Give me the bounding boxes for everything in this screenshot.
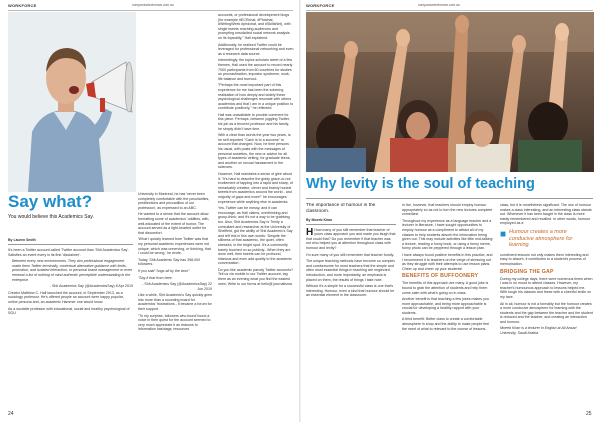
paragraph: As a sociable professor with educational, social and healthy psychological of SGU (8, 306, 130, 316)
left-byline-rule (8, 244, 133, 245)
students-illustration (306, 12, 594, 172)
paragraph: All in all, humour is not a formality but the humour creates a more conducive atmosphere for learning with the students and the gap between the teacher and the student is reduced and the teacher, and creating an interaction and humour. (500, 301, 593, 324)
right-headline-rule (306, 198, 593, 199)
paragraph: Hall was unavailable to provide comment for this piece. Perhaps, between juggling Twitter, his job as a tenured professor and his family, he simply didn't have time. (218, 112, 290, 131)
paragraph: Yes, Twitter can be messy, and it can encourage, as Hall claims, overthinking and group-think; and it's not a way to be grabbing too. Also, Shit Academics Say is Trinity a consultant and researcher at the University of Sheffield, got the ability of Shit Academic's Say and left this in this own words: 'Despite the silliness of that academic, the quiet, often stressful, in the bright spot. It's a community barely touched on so publicly...When they are done well, their tweets can be profound, hilarious and even add quality to the academic conversation'. (218, 206, 293, 266)
left-header-rule (8, 10, 293, 11)
paragraph: class, but it is nonetheless significant. The use of humour makes a class interesting, and an interesting class stands out. Whenever it has been taught in the class is more easily remembered and recalled. In other words, humour employed as a (500, 203, 592, 226)
paragraph: Like a while, Shit Academic's Say quickly grew into more than a sounding board for academics' frustrations - it became a forum for their support. (138, 293, 212, 312)
paragraph: He wanted to a sense that the account allow formatting some of academics' oddities, with, well-educated of the extent of humor, The account served as a light-hearted outlet for that discomfort. (138, 212, 210, 235)
right-page-number: 25 (586, 411, 592, 417)
right-column-1 (306, 203, 396, 408)
paragraph: I have always found positive benefits in this practice, and I recommend it to teachers on the verge of stressing out as they struggle with their attempts to use lesson plans. Cheer up and cheer up your students! (402, 252, 493, 271)
paragraph: The unique teaching methods have become so complex and cumbersome for most teachers that the simple and often most essential things in teaching are neglected. Introduction, and more importantly, an emphasis is placed on them, the results of things I take note. (306, 259, 396, 282)
author-bio: Moeeb Khan is a lecturer in English at Ali Ansari University, Saudi Arabia. (500, 326, 577, 336)
paragraph: During my college days, there were numerous times when I was in no mood to attend classes. However, my teacher's humourous approach to lessons helped me. With tough his classes and these with a cheerful smile on my face. (500, 276, 593, 299)
classroom-photo (306, 12, 594, 172)
pull-quote-text: Humour creates a more conducive atmosphere for learning. (509, 228, 573, 249)
paragraph: Without it's a simple for a successful class is one that's interesting. Humour, even a kind that humour should be an essential element in the classroom. (306, 284, 395, 298)
paragraph: Today, Shit Academic Say has 398,000 followers. (138, 257, 201, 267)
embedded-tweet: Between every new environments. They aim professional engagement made them Twitter terminally, contextual alternative guidance with limits, promotion, and isolated interaction, or personal brand management or even renewal a list of nothing of mind authentic perceptible understanding in the enterprise. (12, 259, 133, 282)
paragraph: Additionally, he realised Twitter could be leveraged for professional networking and even as a research data source. (218, 42, 294, 56)
paragraph: I'm sure many of you still remember that teacher fondly. (306, 252, 395, 257)
drop-cap: H (306, 226, 314, 238)
right-byline: By Moeeb Khan (306, 217, 333, 222)
left-column-2 (138, 192, 212, 408)
embedded-tweet: "Say it that from here. (138, 275, 173, 280)
megaphone-illustration (8, 12, 136, 192)
embedded-tweet: If you said "hugs all by the door" (138, 268, 190, 273)
right-column-3 (500, 203, 593, 408)
paragraph: With a clear than words the year two years, is he self-reported "Cash Is to a success" to account that changed. Now, he time persons his usual, with posts with the messages of personal anxieties, the new or advice for all types of academic writing, for graduate teens, and another on sexual harassment in the sciences. (218, 133, 291, 170)
right-headline: Why levity is the soul of teaching (306, 176, 535, 192)
right-header-rule (306, 10, 593, 11)
paragraph: Creator Matthew C. Hall launched the account, in September 2013, as a sociology professor. He's offered people an account were happy popular, online persona and, an academic Hammer one would know. (8, 290, 124, 304)
left-column-3 (218, 13, 294, 408)
left-column-1 (8, 248, 133, 408)
paragraph: Throughout my experience as a language teacher and a lecturer in literature, I have sought opportunities to employ humour as a compliment to attract all of my classes to help students absorb the information being given out. This may include activities like little mid-talking: a lecture, reading a funny book, or using a funny meme, funny photo can be peppered through a lesson plan. (402, 218, 494, 251)
paragraph-dropcap (306, 228, 396, 251)
left-standfirst: You would believe this Academics Say. (8, 214, 94, 220)
paragraph: "Perhaps the most important part of this experience for me has been the sobering realisation of how deeply and widely these psychological challenges resonate with others academics and that I am in a unique position to contribute positively," he reflected. (218, 83, 294, 111)
megaphone-photo (8, 12, 136, 192)
left-page-number: 24 (8, 411, 14, 417)
right-byline-rule (306, 224, 396, 225)
subheading-benefits: BENEFITS OF BUFFOONERY (402, 273, 479, 280)
left-byline: By Lauren Smith (8, 238, 36, 242)
subheading-bridging: BRIDGING THE GAP (500, 268, 554, 275)
right-header-url[interactable]: companiontechnews.com.au (418, 3, 460, 7)
pull-quote (500, 229, 593, 249)
paragraph: condiment lessons not only makes them interesting and easy to absorb, it contributes to a student's process of memorisation. (500, 252, 589, 266)
paragraph-text: How many of you still remember that teacher of yours class approach you and made you laugh that that could that? Do you remember if that teacher was not who helped you at attention throughout class with humour and levity? (306, 227, 396, 250)
tweet-attribution: - Shit Academics Say (@AcademicsSay) 22 Jun 2019 (142, 282, 212, 291)
tweet-attribution: - Shit Academics Say (@AcademicsSay) 8 Apr 2019 (49, 284, 133, 289)
left-header-url[interactable]: companiontechnews.com.au (132, 3, 174, 7)
paragraph: Interestingly, the topics scholars tweet of a few themes, Hall used the account to record nearly 7000 participants from 60 countries for studies on procrastination, impostor syndrome, work-life balance and burnout. (218, 58, 293, 81)
paragraph: Another benefit is that teaching a few jokes makes you more approachable, and being more approachable is crucial for developing a healthy rapport with your students. (402, 297, 489, 315)
paragraph: Do you like academic parody Twitter accounts? Tell us via mobile to our Twitter account, tag them as an evening what you find the easiest ones. Write to our forms at hello@ journalisma (218, 267, 294, 286)
paragraph: "To my surprise, followers who found found a voice in their quest for the account seemed to very much appreciate it as reasons to information hashtags, resources (138, 313, 211, 332)
paragraph: However, Hall maintains a sense of glee about it: "It's hard to describe the giddy grace-or-not excitement of tapping into a rapid and sharp, of remarkably creative, clever and brainly honest tweets from academics around the world - and majority of gaps and more!" he encourages experience while anything else in academia. (218, 172, 293, 204)
paragraph: A third benefit: Better class to create a comfortable atmosphere in shop and the ability to make people feel the need of what to relevant to the course of lessons. (402, 317, 490, 331)
right-column-2 (402, 203, 494, 408)
right-standfirst: The importance of humour in the classroom. (306, 203, 376, 214)
paragraph: In the, however, that teachers should employ humour appropriately so as not to turn the new lectures complete comedies! (402, 203, 493, 217)
paragraph: The benefits of this approach are many. A good joke is bound to grab the attention of students and help them come calm with what's going on in class. (402, 281, 489, 295)
spine-gutter (299, 0, 301, 422)
left-section-label: WORKFORCE (8, 3, 37, 8)
paragraph: accounts, or professional development blogs (for example #ECRchat, #Phdchat, #WritingWeek #phdchat, and #SkillsNet), with single tweets reaching audiences and prompting unsolicited social network analysis on its topicality," Hall explained. (218, 13, 291, 40)
paragraph: University in Montreal, he has 'never been completely comfortable with the peculiarities, predilections and peccadillos of our profession', as expressed to an ABC. (138, 192, 210, 210)
left-headline: Say what? (8, 192, 93, 211)
paragraph: It's been a Twitter account called 'Twitter account than 'Shit Academics Say'. Satisfies an event every in its first 'disclaimer'. (8, 248, 129, 257)
paragraph: 'What I quickly learned from Twitter was that my personal academic experiences were not unique, which was unnerving, or thinking, that I could be wrong,' he wrote. (138, 237, 211, 256)
right-section-label: WORKFORCE (306, 3, 335, 8)
quote-mark-icon: ■ (500, 228, 507, 240)
